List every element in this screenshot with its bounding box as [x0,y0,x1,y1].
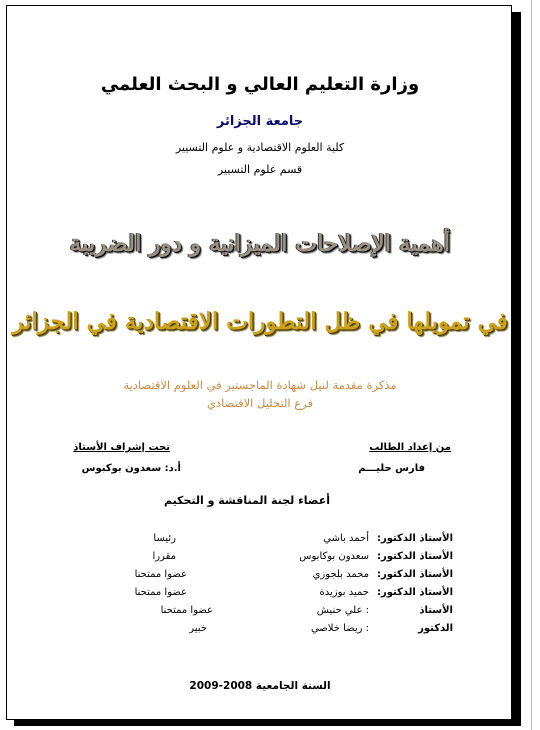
member-role: عضوا ممتحنا [134,587,187,598]
committee-member-row [7,605,513,619]
thesis-title-line-1: أهمية الإصلاحات الميزانية و دور الضريبة [69,230,451,257]
committee-member-row [7,551,513,565]
committee-heading: أعضاء لجنة المناقشة و التحكيم [163,494,330,507]
page-shadow-right [512,12,521,726]
member-name: أحمد باشي [323,533,369,544]
committee-member-row [7,587,513,601]
faculty-name: كلية العلوم الاقتصادية و علوم التسيير [175,141,345,154]
thesis-title-line-2: في تمويلها في ظل التطورات الاقتصادية في الجزائر [12,308,508,335]
member-name: محمد بلجوزي [312,569,369,580]
university-name: جامعة الجزائر [216,114,304,129]
member-name: : ريضا خلاصي [310,623,369,634]
page-shadow-bottom [14,720,521,726]
committee-member-row [7,623,513,637]
member-role: رئيسا [153,533,176,544]
member-title: الأستاذ [419,605,453,616]
member-role: خبير [189,623,207,634]
committee-member-row [7,533,513,547]
member-title: الدكتور [418,623,453,634]
member-title: الأستاذ الدكتور: [376,551,453,562]
document-page [6,5,512,720]
academic-year: السنة الجامعية 2008-2009 [189,680,331,692]
member-title: الأستاذ الدكتور: [376,569,453,580]
committee-member-row [7,569,513,583]
member-role: عضوا ممتحنا [134,569,187,580]
member-role: مقررا [152,551,176,562]
member-name: : علي حنيش [316,605,369,616]
memo-branch: فرع التحليل الاقتصادي [207,396,313,410]
member-title: الأستاذ الدكتور: [376,587,453,598]
member-name: سعدون بوكابوس [299,551,369,562]
department-name: قسم علوم التسيير [217,163,303,176]
member-role: عضوا ممتحنا [160,605,213,616]
member-name: حميد بوزيدة [319,587,369,598]
member-title: الأستاذ الدكتور: [376,533,453,544]
window-edge [531,0,532,730]
prepared-by-label: من إعداد الطالب [369,442,451,453]
student-name: فارس حليـــم [358,463,425,474]
supervised-by-label: تحت إشراف الأستاذ [73,442,170,453]
ministry-title: وزارة التعليم العالي و البحث العلمي [100,74,420,95]
supervisor-name: أ.د: سعدون بوكبوس [81,463,181,474]
memo-description: مذكرة مقدمة لنيل شهادة الماجستير في العلوم الاقتصادية [123,378,397,392]
